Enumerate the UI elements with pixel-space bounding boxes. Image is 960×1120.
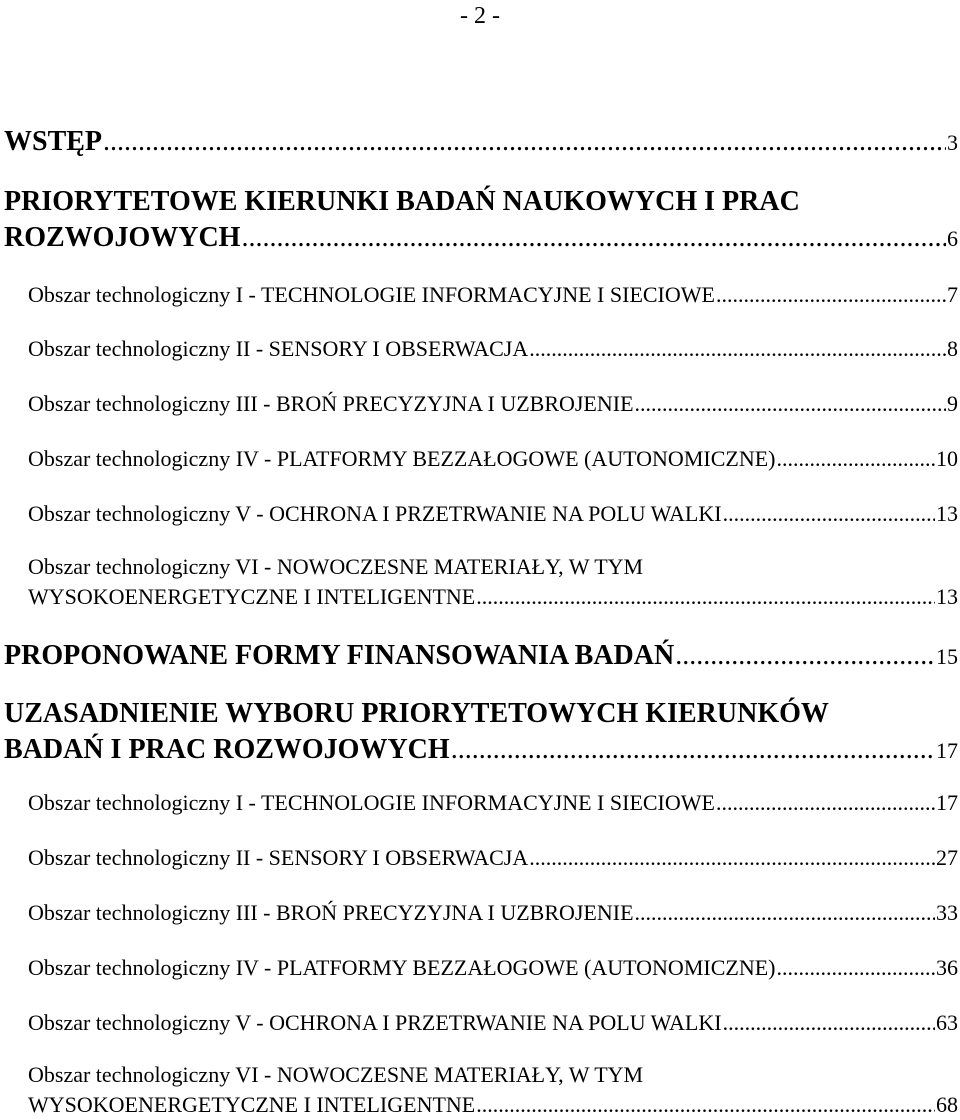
toc-entry-title-continued: WYSOKOENERGETYCZNE I INTELIGENTNE [28,1092,476,1117]
toc-page-number: 7 [947,282,958,307]
page-number: - 2 - [460,3,500,29]
toc-leader-dots [716,280,946,310]
toc-entry-obszar-5[interactable] [28,499,958,529]
toc-entry-title: WSTĘP [4,126,103,157]
toc-leader-dots [529,334,946,364]
toc-leader-dots [451,732,935,768]
toc-entry-title: Obszar technologiczny VI - NOWOCZESNE MATERIAŁY, W TYM [28,554,644,579]
toc-page-number: 15 [936,644,958,669]
toc-entry-title: Obszar technologiczny I - TECHNOLOGIE INFORMACYJNE I SIECIOWE [28,282,715,307]
toc-leader-dots [776,444,935,474]
toc-page-number: 13 [936,584,958,609]
toc-entry-uzasadnienie-obszar-3[interactable] [28,898,958,928]
toc-entry-title-continued: BADAŃ I PRAC ROZWOJOWYCH [4,734,450,765]
toc-entry-obszar-3[interactable] [28,389,958,419]
toc-leader-dots [476,582,935,612]
toc-entry-uzasadnienie-obszar-6[interactable] [28,1060,958,1120]
toc-leader-dots [723,499,935,529]
toc-page-number: 17 [936,738,958,763]
toc-leader-dots [635,389,946,419]
toc-leader-dots [529,843,935,873]
toc-leader-dots [776,953,935,983]
toc-entry-title: Obszar technologiczny I - TECHNOLOGIE INFORMACYJNE I SIECIOWE [28,790,715,815]
toc-entry-title: Obszar technologiczny V - OCHRONA I PRZETRWANIE NA POLU WALKI [28,1010,722,1035]
toc-entry-title: Obszar technologiczny V - OCHRONA I PRZETRWANIE NA POLU WALKI [28,501,722,526]
toc-leader-dots [635,898,935,928]
toc-page-number: 36 [936,955,958,980]
toc-entry-title: Obszar technologiczny III - BROŃ PRECYZYJNA I UZBROJENIE [28,391,634,416]
toc-entry-title: PRIORYTETOWE KIERUNKI BADAŃ NAUKOWYCH I PRAC [4,186,800,217]
toc-entry-title: Obszar technologiczny IV - PLATFORMY BEZZAŁOGOWE (AUTONOMICZNE) [28,955,776,980]
toc-leader-dots [716,788,935,818]
toc-leader-dots [103,124,946,160]
toc-page-number: 63 [936,1010,958,1035]
toc-page-number: 68 [936,1092,958,1117]
toc-entry-title: Obszar technologiczny VI - NOWOCZESNE MATERIAŁY, W TYM [28,1062,644,1087]
toc-entry-title: Obszar technologiczny III - BROŃ PRECYZYJNA I UZBROJENIE [28,900,634,925]
toc-page-number: 9 [947,391,958,416]
toc-entry-title-continued: WYSOKOENERGETYCZNE I INTELIGENTNE [28,584,476,609]
toc-entry-title: Obszar technologiczny II - SENSORY I OBSERWACJA [28,845,529,870]
toc-entry-obszar-2[interactable] [28,334,958,364]
toc-page-number: 17 [936,790,958,815]
toc-entry-priorytetowe-kierunki[interactable] [4,184,958,257]
toc-page-number: 6 [947,226,958,251]
toc-page-number: 10 [936,446,958,471]
toc-page-number: 3 [947,130,958,155]
toc-page-number: 33 [936,900,958,925]
toc-entry-proponowane-formy[interactable] [4,638,958,675]
toc-entry-uzasadnienie-obszar-2[interactable] [28,843,958,873]
toc-entry-uzasadnienie-obszar-5[interactable] [28,1008,958,1038]
toc-entry-obszar-4[interactable] [28,444,958,474]
toc-leader-dots [241,220,946,256]
toc-entry-title: Obszar technologiczny II - SENSORY I OBSERWACJA [28,336,529,361]
toc-entry-title: Obszar technologiczny IV - PLATFORMY BEZZAŁOGOWE (AUTONOMICZNE) [28,446,776,471]
toc-leader-dots [723,1008,935,1038]
toc-entry-obszar-1[interactable] [28,280,958,310]
toc-entry-title-continued: ROZWOJOWYCH [4,222,241,253]
toc-page-number: 27 [936,845,958,870]
toc-entry-uzasadnienie-obszar-1[interactable] [28,788,958,818]
toc-page-number: 13 [936,501,958,526]
toc-entry-obszar-6[interactable] [28,552,958,612]
toc-entry-uzasadnienie[interactable] [4,696,958,769]
toc-leader-dots [675,638,935,674]
toc-entry-wstep[interactable] [4,124,958,161]
toc-entry-title: PROPONOWANE FORMY FINANSOWANIA BADAŃ [4,640,675,671]
toc-entry-title: UZASADNIENIE WYBORU PRIORYTETOWYCH KIERUNKÓW [4,698,829,729]
toc-page-number: 8 [947,336,958,361]
toc-entry-uzasadnienie-obszar-4[interactable] [28,953,958,983]
